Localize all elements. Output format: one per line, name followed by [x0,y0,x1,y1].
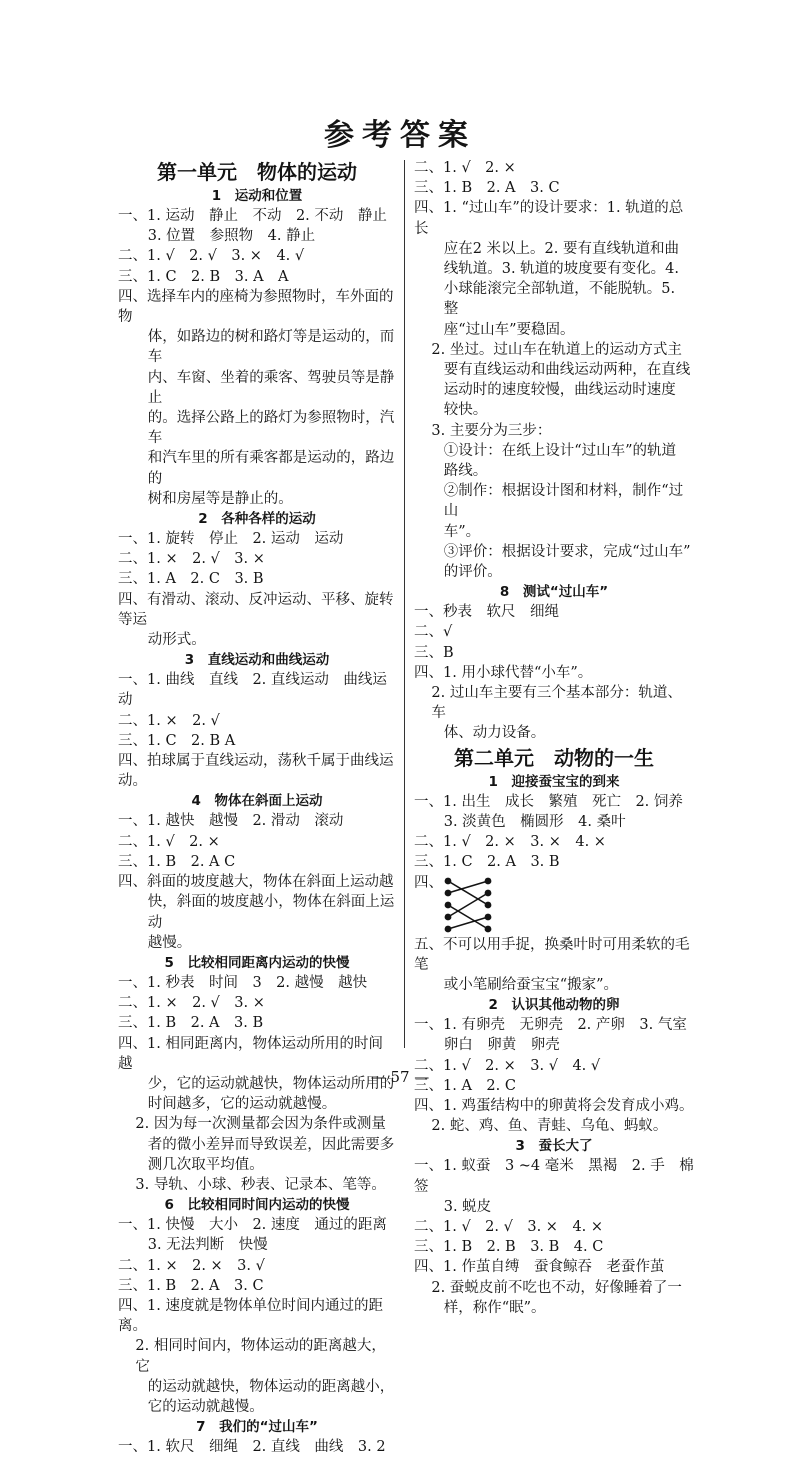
answer-line: 越慢。 [147,934,192,951]
lesson-title: 2 各种各样的运动 [198,511,316,528]
answer-line: 动形式。 [147,632,206,649]
answer-line: 二、1. √ 2. × 3. × 4. × [414,834,606,851]
answer-line: 3. 无法判断 快慢 [147,1237,268,1254]
answer-line: 三、1. A 2. C [414,1077,516,1094]
answer-line: 四、1. 相同距离内，物体运动所用的时间越 [118,1035,383,1072]
answer-line: 树和房屋等是静止的。 [147,490,293,507]
answer-line: 三、1. C 2. A 3. B [414,854,560,871]
lesson-title: 1 运动和位置 [211,188,303,204]
answer-line: 3. 淡黄色 椭圆形 4. 桑叶 [443,813,626,830]
unit-title: 第二单元 动物的一生 [454,745,654,770]
matching-diagram [414,873,694,935]
answer-line: 体、动力设备。 [443,725,546,742]
answer-line: ①设计：在纸上设计“过山车”的轨道 [443,442,677,459]
answer-line: 三、1. C 2. B A [118,732,236,749]
answer-line: 车”。 [443,523,481,540]
answer-line: 它的运动就越慢。 [147,1398,264,1415]
answer-line: 者的微小差异而导致误差，因此需要多 [147,1136,395,1153]
answer-line: 线轨道。3. 轨道的坡度要有变化。4. [443,261,679,278]
lesson-title: 7 我们的“过山车” [196,1419,318,1436]
left-column [118,158,396,1457]
answer-line: 一、1. 秒表 时间 3 2. 越慢 越快 [118,974,368,991]
answer-line: 四、选择车内的座椅为参照物时，车外面的物 [118,288,394,326]
answer-line: 的运动就越快，物体运动的距离越小， [147,1378,395,1395]
answer-line: 三、1. B 2. A 3. B [118,1015,264,1032]
answer-line: 三、1. A 2. C 3. B [118,571,264,588]
answer-line: 的。选择公路上的路灯为参照物时，汽车 [147,410,395,447]
answer-line: 三、B [414,644,454,661]
answer-line: 样，称作“眠”。 [443,1299,546,1316]
answer-line: 一、1. 有卵壳 无卵壳 2. 产卵 3. 气室 [414,1017,687,1034]
answer-line: 二、1. × 2. √ 3. × [118,995,265,1012]
answer-line: 二、1. √ 2. × [118,833,220,850]
page-number: — 57 — [370,1068,430,1086]
answer-line: 四、斜面的坡度越大，物体在斜面上运动越 [118,874,394,891]
answer-line: 小球能滚完全部轨道，不能脱轨。5. 整 [443,281,680,318]
answer-line: 一、1. 出生 成长 繁殖 死亡 2. 饲养 [414,793,683,810]
answer-line: 一、1. 快慢 大小 2. 速度 通过的距离 [118,1217,387,1234]
answer-line: 一、1. 旋转 停止 2. 运动 运动 [118,531,344,548]
answer-line: 二、1. × 2. × 3. √ [118,1257,265,1274]
matching-lines-figure [442,875,494,935]
lesson-title: 4 物体在斜面上运动 [191,793,323,810]
answer-line: 三、1. C 2. B 3. A A [118,268,289,285]
answer-line: 一、1. 运动 静止 不动 2. 不动 静止 [118,208,387,224]
answer-line: 二、1. √ 2. √ 3. × 4. × [414,1218,604,1235]
answer-line: 一、1. 蚁蚕 3 ~4 毫米 黑褐 2. 手 棉签 [414,1158,694,1195]
answer-line: 少，它的运动就越快，物体运动所用的 [147,1075,395,1092]
answer-line: 2. 蚕蜕皮前不吃也不动，好像睡着了一 [431,1279,682,1296]
answer-line: 四、1. 作茧自缚 蚕食鲸吞 老蚕作茧 [414,1259,665,1276]
answer-line: 二、√ [414,624,453,641]
right-column [414,158,694,1318]
lesson-title: 3 蚕长大了 [515,1138,593,1155]
answer-line: 体，如路边的树和路灯等是运动的，而车 [147,329,395,366]
lesson-title: 5 比较相同距离内运动的快慢 [164,954,350,971]
answer-line: 座“过山车”要稳固。 [443,321,575,338]
answer-line: 和汽车里的所有乘客都是运动的，路边的 [147,450,395,487]
answer-line: 3. 主要分为三步： [431,422,552,439]
answer-line: 2. 蛇、鸡、鱼、青蛙、乌龟、蚂蚁。 [431,1118,668,1135]
answer-line: 或小笔刷给蚕宝宝“搬家”。 [443,976,619,993]
answer-line: 三、1. B 2. A C [118,853,236,870]
answer-line: 2. 坐过。过山车在轨道上的运动方式主 [431,341,682,358]
answer-line: 一、1. 越快 越慢 2. 滑动 滚动 [118,813,344,830]
lesson-title: 6 比较相同时间内运动的快慢 [164,1197,350,1214]
answer-line: 2. 过山车主要有三个基本部分：轨道、车 [431,685,682,722]
answer-line: ②制作：根据设计图和材料，制作“过山 [443,483,684,520]
answer-line: 3. 导轨、小球、秒表、记录本、笔等。 [135,1176,386,1193]
answer-line: 四、1. 用小球代替“小车”。 [414,664,593,681]
answer-line: 测几次取平均值。 [147,1156,264,1173]
answer-line: 四、有滑动、滚动、反冲运动、平移、旋转等运 [118,591,394,628]
answer-line: 四、 [414,874,443,891]
answer-line: ③评价：根据设计要求，完成“过山车” [443,543,691,560]
answer-line: 2. 相同时间内，物体运动的距离越大，它 [135,1338,386,1375]
page-title: 参考答案 [324,118,476,153]
answer-line: 的评价。 [443,564,502,581]
answer-line: 3. 位置 参照物 4. 静止 [147,228,316,245]
answer-line: 四、1. “过山车”的设计要求：1. 轨道的总长 [414,200,684,237]
answer-line: 要有直线运动和曲线运动两种，在直线 [443,362,691,379]
answer-line: 三、1. B 2. A 3. C [414,180,560,197]
answer-line: 内、车窗、坐着的乘客、驾驶员等是静止 [147,369,395,406]
answer-line: 卵白 卵黄 卵壳 [443,1037,560,1054]
answer-line: 一、1. 软尺 细绳 2. 直线 曲线 3. 2 [118,1439,386,1456]
answer-line: 二、1. × 2. √ [118,712,220,729]
answer-line: 时间越多，它的运动就越慢。 [147,1096,337,1113]
lesson-title: 8 测试“过山车” [499,584,609,601]
answer-line: 三、1. B 2. B 3. B 4. C [414,1239,604,1256]
answer-line: 二、1. √ 2. × [414,160,516,176]
answer-line: 二、1. √ 2. √ 3. × 4. √ [118,248,305,265]
answer-line: 四、1. 速度就是物体单位时间内通过的距离。 [118,1297,383,1335]
answer-line: 较快。 [443,402,488,419]
answer-line: 应在2 米以上。2. 要有直线轨道和曲 [443,240,679,257]
answer-line: 三、1. B 2. A 3. C [118,1277,264,1294]
answer-line: 3. 蜕皮 [443,1198,492,1215]
column-divider [404,160,405,1048]
answer-line: 快，斜面的坡度越小，物体在斜面上运动 [147,894,395,931]
lesson-title: 3 直线运动和曲线运动 [184,652,330,669]
answer-line: 一、秒表 软尺 细绳 [414,604,559,621]
answer-line: 二、1. × 2. √ 3. × [118,551,265,568]
answer-line: 五、不可以用手捉，换桑叶时可用柔软的毛笔 [414,936,690,973]
answer-line: 四、拍球属于直线运动，荡秋千属于曲线运动。 [118,753,394,790]
lesson-title: 1 迎接蚕宝宝的到来 [488,773,620,790]
answer-line: 运动时的速度较慢，曲线运动时速度 [443,382,676,399]
unit-title: 第一单元 物体的运动 [157,160,357,184]
answer-line: 路线。 [443,463,488,480]
lesson-title: 2 认识其他动物的卵 [488,997,620,1014]
answer-line: 四、1. 鸡蛋结构中的卵黄将会发育成小鸡。 [414,1097,694,1114]
answer-line: 一、1. 曲线 直线 2. 直线运动 曲线运动 [118,672,387,709]
answer-line: 二、1. √ 2. × 3. √ 4. √ [414,1057,601,1074]
answer-line: 2. 因为每一次测量都会因为条件或测量 [135,1116,386,1133]
